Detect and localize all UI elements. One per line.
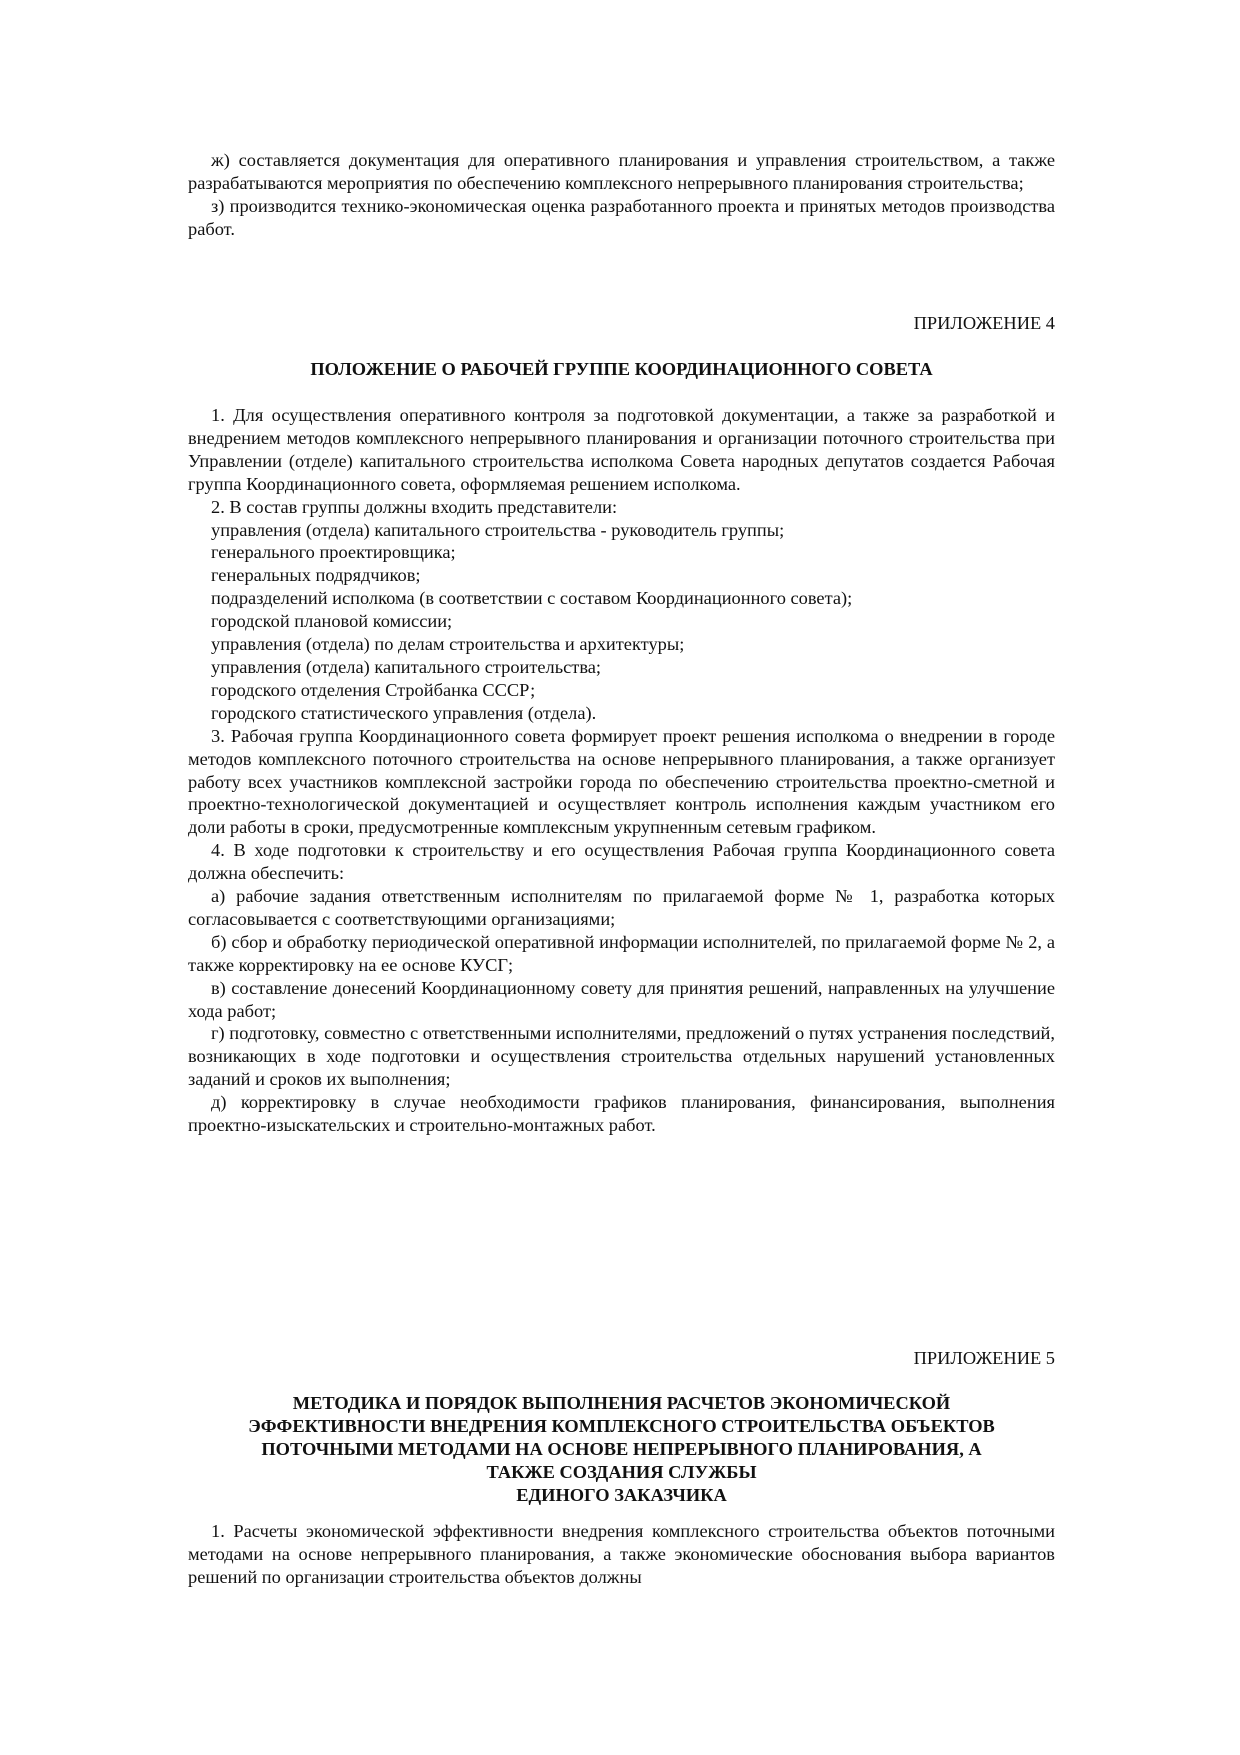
appendix-5-title-line: ЕДИНОГО ЗАКАЗЧИКА xyxy=(516,1484,727,1505)
appendix-5-title-line: ТАКЖЕ СОЗДАНИЯ СЛУЖБЫ xyxy=(486,1461,757,1482)
duty-list-item: в) составление донесений Координационному совету для принятия решений, направленных на улучшение хода работ; xyxy=(188,977,1055,1021)
appendix-5-title-line: ПОТОЧНЫМИ МЕТОДАМИ НА ОСНОВЕ НЕПРЕРЫВНОГО ПЛАНИРОВАНИЯ, А xyxy=(261,1438,982,1459)
member-list-item: генеральных подрядчиков; xyxy=(211,565,421,586)
appendix-5-label-container xyxy=(188,1347,1055,1370)
appendix-5-title-line: ЭФФЕКТИВНОСТИ ВНЕДРЕНИЯ КОМПЛЕКСНОГО СТРОИТЕЛЬСТВА ОБЪЕКТОВ xyxy=(248,1415,995,1436)
appendix-4-title: ПОЛОЖЕНИЕ О РАБОЧЕЙ ГРУППЕ КООРДИНАЦИОННОГО СОВЕТА xyxy=(310,359,933,379)
member-list-item: подразделений исполкома (в соответствии с составом Координационного совета); xyxy=(211,588,853,609)
appendix-5-paragraph-1: 1. Расчеты экономической эффективности внедрения комплексного строительства объектов поточными методами на основе непрерывного планирования, а также экономические обоснования выбора вариантов решений по организации строительства объектов должны xyxy=(188,1521,1055,1587)
appendix-5-heading-container xyxy=(188,1392,1055,1507)
member-list-item: управления (отдела) капитального строительства - руководитель группы; xyxy=(211,519,785,540)
member-list-item: городской плановой комиссии; xyxy=(211,611,453,632)
appendix-5-body xyxy=(188,1520,1055,1589)
appendix-4-paragraph-3: 3. Рабочая группа Координационного совета формирует проект решения исполкома о внедрении в городе методов комплексного поточного строительства на основе непрерывного планирования, а также организует работу всех участников комплексной застройки города по обеспечению строительства проектно-сметной и проектно-технологической документацией и осуществляет контроль исполнения каждым участником его доли работы в сроки, предусмотренные комплексным укрупненным сетевым графиком. xyxy=(188,725,1055,838)
appendix-4-body xyxy=(188,404,1055,1137)
appendix-4-paragraph-4-intro: 4. В ходе подготовки к строительству и его осуществления Рабочая группа Координационного совета должна обеспечить: xyxy=(188,840,1055,884)
appendix-4-label: ПРИЛОЖЕНИЕ 4 xyxy=(913,313,1055,333)
paragraph-z: з) производится технико-экономическая оценка разработанного проекта и принятых методов производства работ. xyxy=(188,195,1055,239)
appendix-4-paragraph-1: 1. Для осуществления оперативного контроля за подготовкой документации, а также за разработкой и внедрением методов комплексного непрерывного планирования и организации поточного строительства при Управлении (отделе) капитального строительства исполкома Совета народных депутатов создается Рабочая группа Координационного совета, оформляемая решением исполкома. xyxy=(188,405,1055,494)
duty-list-item: г) подготовку, совместно с ответственными исполнителями, предложений о путях устранения последствий, возникающих в ходе подготовки и осуществления строительства отдельных нарушений установленных заданий и сроков их выполнения; xyxy=(188,1023,1055,1090)
member-list-item: генерального проектировщика; xyxy=(211,542,456,563)
member-list-item: городского статистического управления (отдела). xyxy=(211,702,597,723)
paragraph-zh: ж) составляется документация для оперативного планирования и управления строительством, а также разрабатываются мероприятия по обеспечению комплексного непрерывного планирования строительства; xyxy=(188,150,1055,193)
duty-list-item: а) рабочие задания ответственным исполнителям по прилагаемой форме № 1, разработка которых согласовывается с соответствующими организациями; xyxy=(188,886,1055,929)
member-list-item: городского отделения Стройбанка СССР; xyxy=(211,679,536,700)
member-list-item: управления (отдела) по делам строительства и архитектуры; xyxy=(211,634,685,655)
appendix-4-paragraph-2-intro: 2. В состав группы должны входить представители: xyxy=(211,496,618,517)
appendix-5-title xyxy=(188,1392,1055,1507)
top-section xyxy=(188,149,1055,241)
duty-list-item: б) сбор и обработку периодической оперативной информации исполнителей, по прилагаемой форме № 2, а также корректировку на ее основе КУСГ; xyxy=(188,931,1055,975)
member-list-item: управления (отдела) капитального строительства; xyxy=(211,656,602,677)
appendix-5-title-line: МЕТОДИКА И ПОРЯДОК ВЫПОЛНЕНИЯ РАСЧЕТОВ ЭКОНОМИЧЕСКОЙ xyxy=(292,1393,951,1413)
appendix-4-label-container xyxy=(188,312,1055,335)
duty-list-item: д) корректировку в случае необходимости графиков планирования, финансирования, выполнения проектно-изыскательских и строительно-монтажных работ. xyxy=(188,1092,1055,1136)
appendix-4-heading-container xyxy=(188,358,1055,381)
appendix-5-label: ПРИЛОЖЕНИЕ 5 xyxy=(913,1348,1055,1368)
